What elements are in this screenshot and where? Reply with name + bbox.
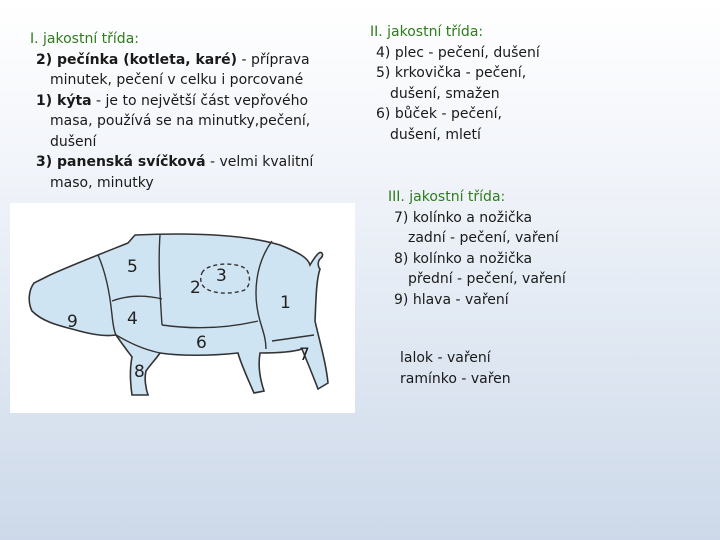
item-2-use-a: - příprava [237, 51, 310, 68]
item-2-line-1 [30, 50, 313, 71]
cut-number-3: 3 [216, 266, 227, 286]
cut-number-6: 6 [196, 333, 207, 353]
item-3-line-1 [30, 152, 313, 173]
item-1-use-a: - je to největší část vepřového [91, 92, 309, 109]
item-8-name-b: přední [408, 271, 453, 287]
raminko-line [400, 369, 511, 390]
item-8-line-2 [388, 269, 566, 290]
item-6-line-2: dušení, mletí [390, 126, 481, 143]
item-2-name: 2) pečínka (kotleta, karé) [36, 51, 238, 68]
item-7-line-2 [388, 228, 566, 249]
item-4-name: 4) plec [376, 44, 424, 61]
item-8-use: - pečení, vaření [452, 271, 566, 287]
item-1-name: 1) kýta [36, 92, 92, 109]
second-class-text [370, 22, 540, 145]
cut-number-2: 2 [190, 278, 201, 298]
item-8-line-1: 8) kolínko a nožička [394, 250, 533, 267]
third-class-text [388, 187, 566, 310]
cut-number-5: 5 [127, 257, 138, 277]
first-class-heading: I. jakostní třída: [30, 31, 139, 47]
lalok-use: - vaření [433, 350, 491, 366]
lalok-name: lalok [400, 350, 434, 366]
item-3-line-2: maso, minutky [50, 174, 154, 191]
item-1-line-2: masa, používá se na minutky,pečení, [50, 113, 311, 129]
item-1-line-1 [30, 91, 313, 112]
cut-number-7: 7 [299, 345, 310, 365]
second-class-heading: II. jakostní třída: [370, 24, 484, 40]
item-4-line-1 [370, 43, 540, 64]
cut-number-8: 8 [134, 362, 145, 382]
item-9-line-1 [388, 290, 566, 311]
item-7-line-1: 7) kolínko a nožička [394, 209, 533, 226]
item-5-line-2: dušení, smažen [390, 85, 500, 102]
raminko-name: ramínko [400, 370, 457, 387]
cut-number-4: 4 [127, 309, 138, 329]
first-class-text [30, 29, 313, 193]
pig-outline-svg [10, 203, 355, 413]
item-9-name: 9) hlava [394, 291, 452, 308]
item-5-line-1 [370, 63, 540, 84]
item-5-name: 5) krkovička [376, 65, 462, 81]
item-2-line-2: minutek, pečení v celku i porcované [50, 72, 304, 88]
third-class-heading: III. jakostní třída: [388, 189, 506, 205]
other-cuts-text [400, 348, 511, 389]
item-5-use-a: - pečení, [461, 65, 527, 81]
item-6-name: 6) bůček [376, 106, 437, 122]
item-7-name-b: zadní [408, 230, 446, 246]
item-1-line-3: dušení [50, 133, 97, 150]
cut-number-9: 9 [67, 312, 78, 332]
pig-cuts-diagram [10, 203, 355, 413]
raminko-use: - vařen [456, 370, 511, 387]
item-9-use: - vaření [451, 291, 509, 308]
item-6-use-a: - pečení, [437, 106, 502, 122]
lalok-line [400, 348, 511, 369]
item-3-name: 3) panenská svíčková [36, 154, 206, 170]
item-4-use: - pečení, dušení [423, 44, 540, 61]
cut-number-1: 1 [280, 293, 291, 313]
item-6-line-1 [370, 104, 540, 125]
item-3-use-a: - velmi kvalitní [205, 154, 314, 170]
item-7-use: - pečení, vaření [445, 230, 559, 246]
